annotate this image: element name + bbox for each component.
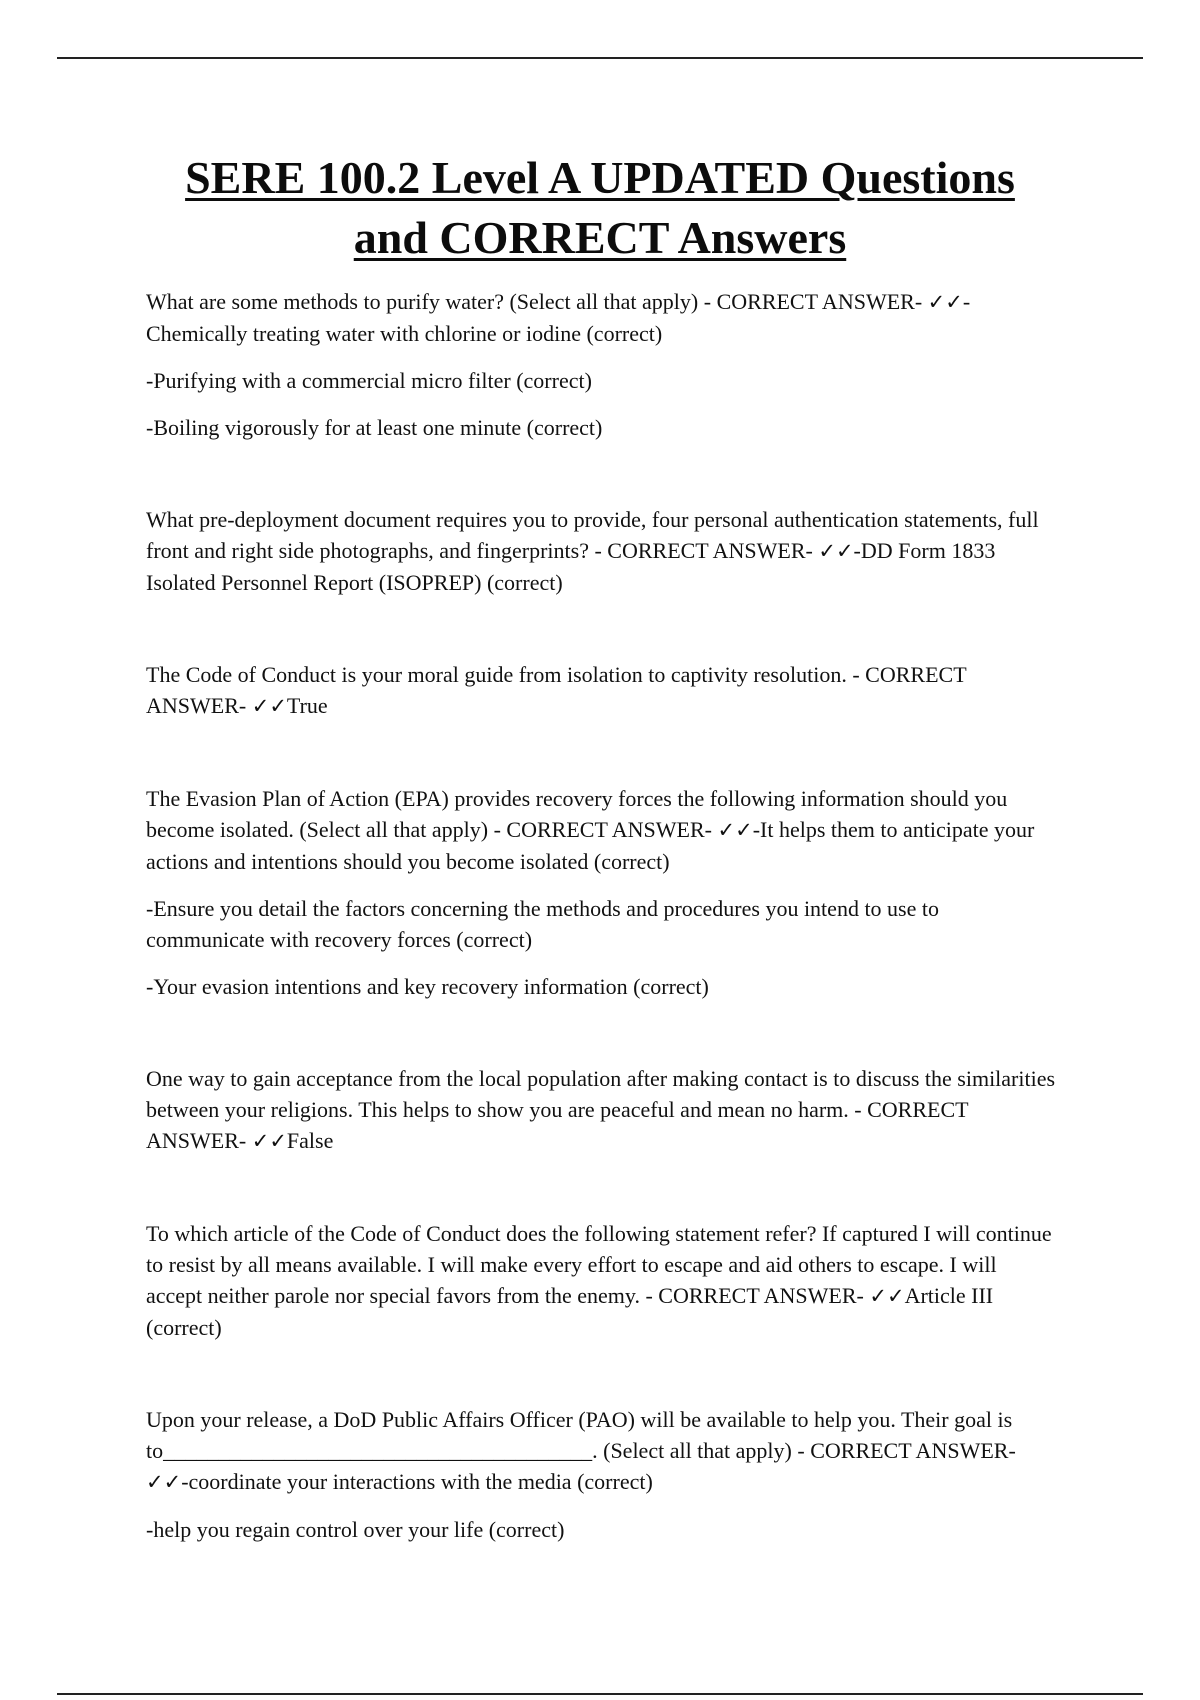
answer-extra: -Your evasion intentions and key recovery information (correct): [146, 974, 709, 999]
question-paragraph: [146, 783, 1056, 877]
qa-item: [146, 1404, 1056, 1545]
answer-extra: -Boiling vigorously for at least one minute (correct): [146, 415, 603, 440]
question-text: What are some methods to purify water? (Select all that apply) -: [146, 289, 712, 314]
question-text: Upon your release, a DoD Public Affairs Officer (PAO) will be available to help you. Their goal is to_______________________________________. (Select all that apply) -: [146, 1407, 1013, 1463]
answer-extra: -Purifying with a commercial micro filter (correct): [146, 368, 592, 393]
qa-item: [146, 504, 1056, 598]
double-check-icon: ✓✓: [927, 290, 963, 314]
answer-text: -coordinate your interactions with the media (correct): [181, 1469, 653, 1494]
question-paragraph: [146, 1063, 1056, 1157]
qa-item: [146, 286, 1056, 443]
top-rule: [57, 57, 1143, 59]
question-text: The Evasion Plan of Action (EPA) provides recovery forces the following information should you become isolated. (Select all that apply) -: [146, 786, 1008, 842]
answer-marker: CORRECT ANSWER-: [146, 662, 967, 718]
question-paragraph: [146, 659, 1056, 722]
page-title: SERE 100.2 Level A UPDATED Questions and CORRECT Answers: [185, 152, 1015, 263]
bottom-rule: [57, 1693, 1143, 1695]
answer-text: Article III (correct): [146, 1283, 994, 1340]
answer-marker: CORRECT ANSWER-: [810, 1438, 1016, 1463]
spacer: [146, 722, 1056, 783]
double-check-icon: ✓✓: [869, 1284, 905, 1308]
spacer: [146, 598, 1056, 659]
question-text: To which article of the Code of Conduct does the following statement refer? If captured I will continue to resist by all means available. I will make every effort to escape and aid others to escape. I will accept neither parole nor special favors from the enemy. -: [146, 1221, 1052, 1308]
question-paragraph: [146, 286, 1056, 349]
answer-text: True: [286, 693, 328, 718]
question-text: What pre-deployment document requires you to provide, four personal authentication statements, full front and right side photographs, and fingerprints? -: [146, 507, 1039, 563]
answer-extra: -help you regain control over your life (correct): [146, 1517, 565, 1542]
answer-extra: -Ensure you detail the factors concerning the methods and procedures you intend to use to communicate with recovery forces (correct): [146, 896, 939, 952]
answer-marker: CORRECT ANSWER-: [146, 1097, 969, 1153]
answer-marker: CORRECT ANSWER-: [658, 1283, 864, 1308]
qa-item: [146, 1218, 1056, 1343]
answer-text: -DD Form 1833 Isolated Personnel Report (ISOPREP) (correct): [146, 538, 996, 595]
qa-item: [146, 783, 1056, 1002]
spacer: [146, 443, 1056, 504]
double-check-icon: ✓✓: [251, 694, 287, 718]
question-text: The Code of Conduct is your moral guide from isolation to captivity resolution. -: [146, 662, 860, 687]
question-paragraph: [146, 1218, 1056, 1343]
answer-marker: CORRECT ANSWER-: [607, 538, 813, 563]
answer-text: -It helps them to anticipate your actions and intentions should you become isolated (correct): [146, 817, 1035, 874]
answer-marker: CORRECT ANSWER-: [506, 817, 712, 842]
double-check-icon: ✓✓: [146, 1470, 182, 1494]
answer-text: False: [286, 1128, 334, 1153]
qa-item: [146, 1063, 1056, 1157]
spacer: [146, 1343, 1056, 1404]
answer-marker: CORRECT ANSWER-: [716, 289, 923, 314]
question-paragraph: [146, 504, 1056, 598]
double-check-icon: ✓✓: [251, 1129, 287, 1153]
question-paragraph: [146, 1404, 1056, 1498]
double-check-icon: ✓✓: [717, 818, 753, 842]
spacer: [146, 1002, 1056, 1063]
question-text: One way to gain acceptance from the local population after making contact is to discuss the similarities between your religions. This helps to show you are peaceful and mean no harm. -: [146, 1066, 1056, 1122]
qa-item: [146, 659, 1056, 722]
answer-text: -Chemically treating water with chlorine or iodine (correct): [146, 289, 971, 346]
double-check-icon: ✓✓: [818, 539, 854, 563]
qa-content: [146, 286, 1056, 1545]
spacer: [146, 1157, 1056, 1218]
